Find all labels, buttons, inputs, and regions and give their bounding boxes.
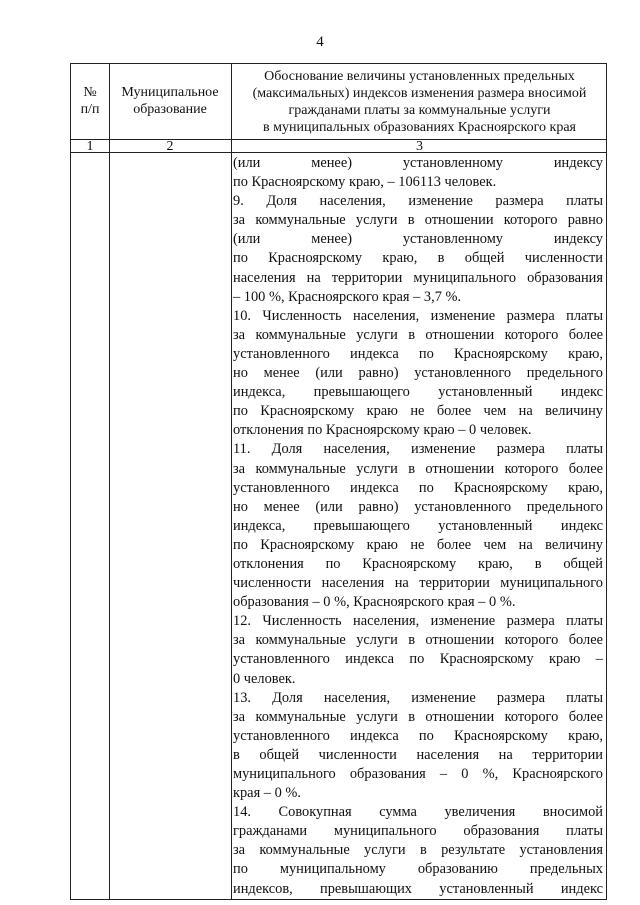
text-line: – 100 %, Красноярского края – 3,7 %. (233, 288, 462, 305)
text-line: за коммунальные услуги в отношении которого более (233, 632, 603, 649)
header-number-cell (71, 84, 109, 118)
text-line: по Красноярскому краю, – 106113 человек. (233, 174, 497, 191)
header-justification-line: в муниципальных образованиях Красноярского края (263, 120, 576, 135)
text-line: по Красноярскому краю не более чем на величину (233, 403, 603, 420)
text-line: (или менее) установленному индексу (233, 155, 603, 171)
column-number-1: 1 (86, 139, 94, 154)
text-line: в общей численности населения на территории (233, 746, 603, 763)
text-line: отклонения по Красноярскому краю – 0 человек. (233, 422, 532, 439)
header-number-line: п/п (80, 102, 100, 117)
header-municipality-cell (109, 84, 231, 118)
text-line: отклонения по Красноярскому краю, в общей (233, 555, 603, 572)
text-line: по Красноярскому краю не более чем на величину (233, 536, 603, 553)
text-line: 0 человек. (233, 670, 296, 687)
column-number-2: 2 (166, 139, 174, 154)
justification-table (70, 63, 607, 900)
text-line: индекса, превышающего установленный индекс (233, 384, 603, 401)
text-line: 13. Доля населения, изменение размера платы (233, 689, 603, 706)
header-municipality-line: Муниципальное (121, 85, 219, 100)
text-line: численности населения на территории муниципального (233, 575, 603, 592)
column-divider-1 (109, 64, 110, 899)
text-line: 9. Доля населения, изменение размера платы (233, 193, 603, 210)
header-municipality-line: образование (133, 102, 207, 117)
text-line: установленного индекса по Красноярскому краю, (233, 345, 603, 362)
justification-text (233, 154, 603, 899)
text-line: 12. Численность населения, изменение размера платы (233, 613, 603, 630)
column-divider-2 (231, 64, 232, 899)
text-line: гражданами муниципального образования платы (233, 823, 603, 840)
text-line: населения на территории муниципального образования (233, 269, 603, 286)
text-line: за коммунальные услуги в отношении которого более (233, 708, 603, 725)
header-justification-line: (максимальных) индексов изменения размера вносимой (252, 86, 587, 101)
page-number: 4 (316, 34, 324, 50)
text-line: по Красноярскому краю, в общей численности (233, 250, 603, 267)
text-line: края – 0 %. (233, 785, 301, 802)
text-line: за коммунальные услуги в отношении которого более (233, 326, 603, 343)
text-line: муниципального образования – 0 %, Красноярского (233, 766, 603, 782)
text-line: установленного индекса по Красноярскому краю – (233, 651, 603, 668)
text-line: за коммунальные услуги в результате установления (233, 842, 603, 859)
text-line: установленного индекса по Красноярскому краю, (233, 479, 603, 496)
text-line: индексов, превышающих установленный индекс (233, 880, 603, 897)
text-line: образования – 0 %, Красноярского края – 0 %. (233, 594, 516, 611)
header-justification-cell (231, 68, 608, 136)
text-line: за коммунальные услуги в отношении которого равно (233, 212, 603, 229)
header-justification-line: гражданами платы за коммунальные услуги (288, 103, 551, 118)
header-justification-line: Обоснование величины установленных предельных (264, 69, 575, 84)
text-line: за коммунальные услуги в отношении которого более (233, 460, 603, 477)
header-number-line: № (83, 85, 97, 100)
text-line: по муниципальному образованию предельных (233, 861, 603, 878)
text-line: но менее (или равно) установленного предельного (233, 498, 603, 515)
text-line: установленного индекса по Красноярскому краю, (233, 727, 603, 744)
column-number-3: 3 (416, 139, 423, 154)
text-line: 14. Совокупная сумма увеличения вносимой (233, 804, 603, 821)
text-line: индекса, превышающего установленный индекс (233, 517, 603, 534)
text-line: но менее (или равно) установленного предельного (233, 365, 603, 382)
text-line: (или менее) установленному индексу (233, 231, 603, 248)
text-line: 11. Доля населения, изменение размера платы (233, 441, 603, 458)
text-line: 10. Численность населения, изменение размера платы (233, 307, 603, 324)
